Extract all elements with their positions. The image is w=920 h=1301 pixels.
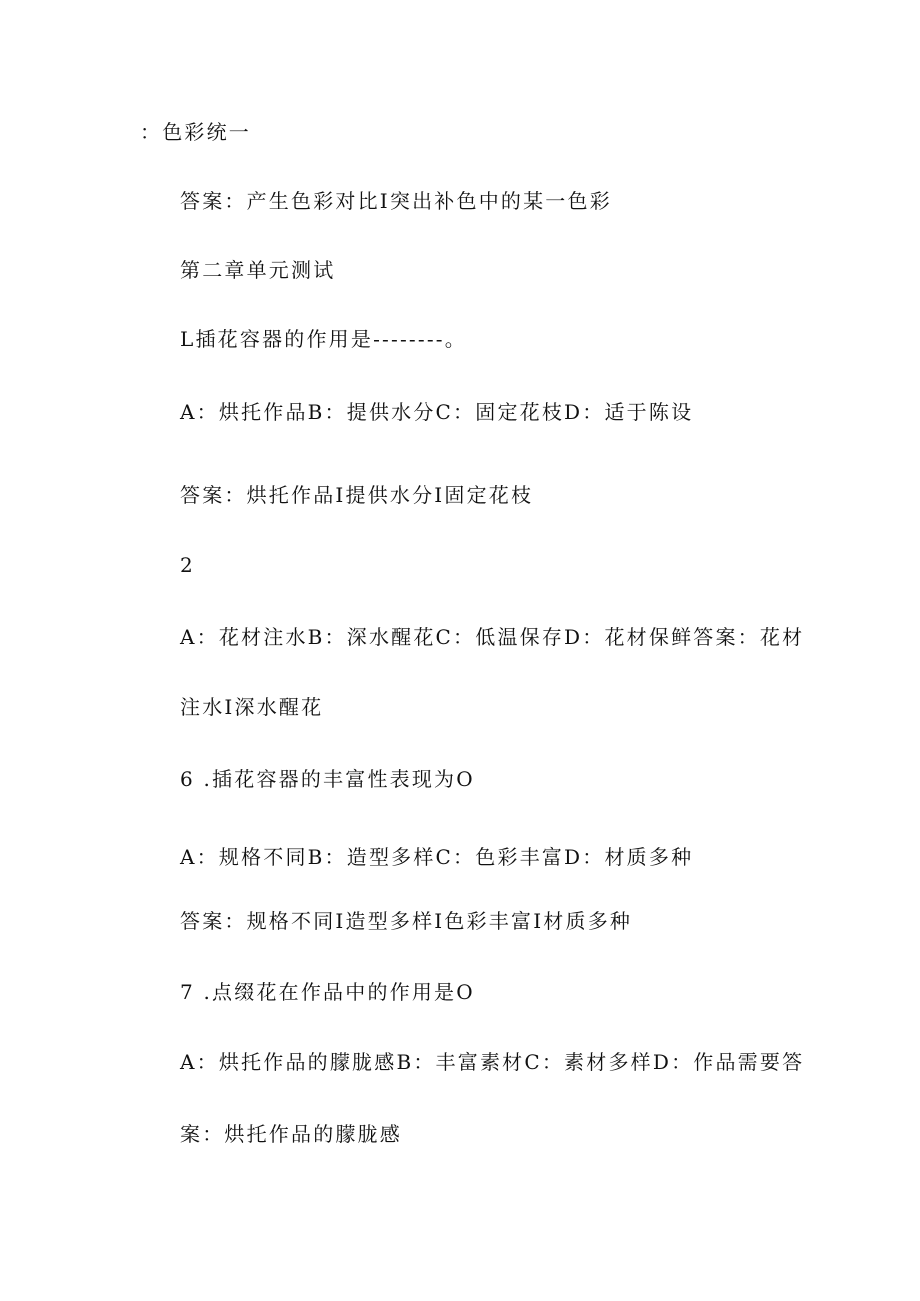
options-question-6: A：规格不同B：造型多样C：色彩丰富D：材质多种 <box>180 845 694 869</box>
text-line-color-unity: ：色彩统一 <box>140 120 251 144</box>
answer-question-2-continued: 注水I深水醒花 <box>180 695 324 719</box>
options-question-1: A：烘托作品B：提供水分C：固定花枝D：适于陈设 <box>180 400 694 424</box>
options-question-2: A：花材注水B：深水醒花C：低温保存D：花材保鲜答案：花材 <box>180 625 805 649</box>
question-1: L插花容器的作用是--------。 <box>180 327 467 351</box>
question-7: 7 .点缀花在作品中的作用是O <box>180 980 475 1004</box>
answer-question-7: 案：烘托作品的朦胧感 <box>180 1122 402 1146</box>
chapter-heading: 第二章单元测试 <box>180 258 336 282</box>
answer-question-6: 答案：规格不同I造型多样I色彩丰富I材质多种 <box>180 909 633 933</box>
options-question-7: A：烘托作品的朦胧感B：丰富素材C：素材多样D：作品需要答 <box>180 1050 805 1074</box>
answer-question-1: 答案：烘托作品I提供水分I固定花枝 <box>180 483 534 507</box>
question-6: 6 .插花容器的丰富性表现为O <box>180 767 475 791</box>
question-2-number: 2 <box>180 553 195 577</box>
text-line-answer-1: 答案：产生色彩对比I突出补色中的某一色彩 <box>180 189 612 213</box>
